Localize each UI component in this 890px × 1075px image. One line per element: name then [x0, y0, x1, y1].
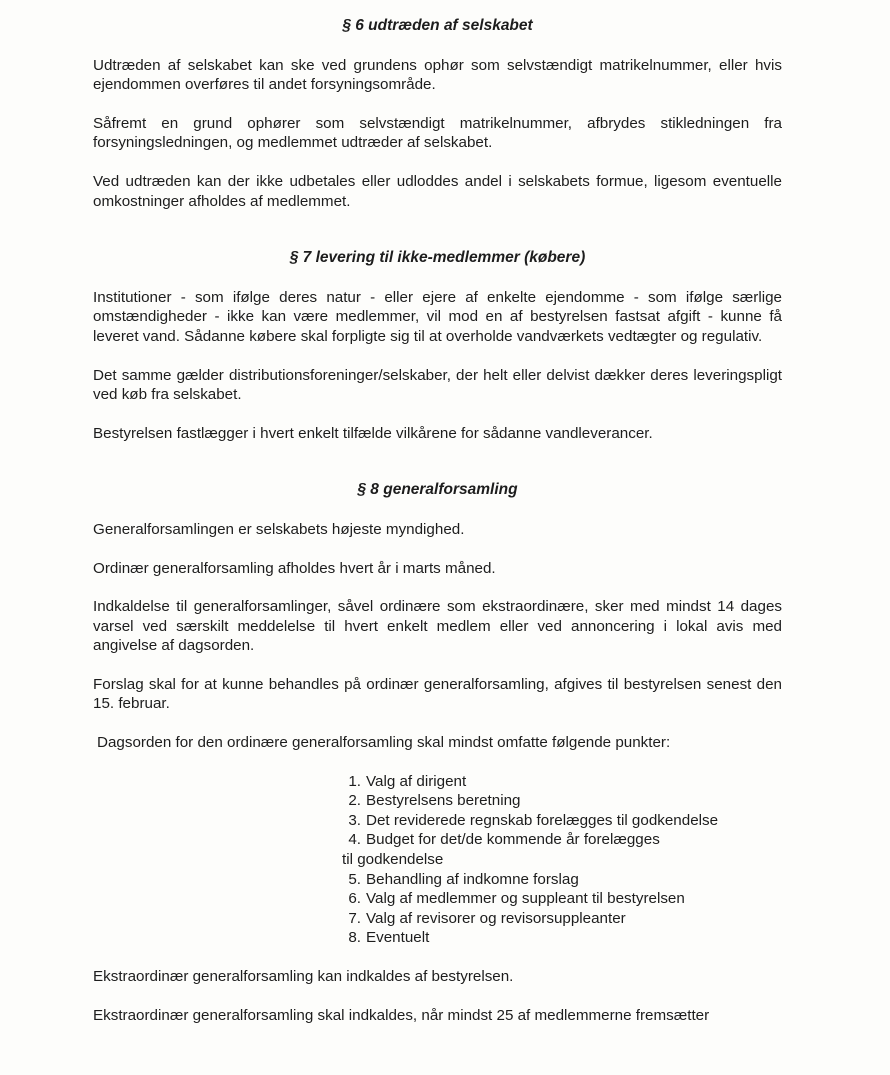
section-6-paragraph-2: Såfremt en grund ophører som selvstændigt matrikelnummer, afbrydes stikledningen fra forsyningsledningen, og medlemmet udtræder af selskabet. — [93, 114, 782, 152]
section-8-paragraph-5: Ekstraordinær generalforsamling kan indkaldes af bestyrelsen. — [93, 968, 514, 985]
agenda-item — [341, 791, 782, 811]
document-page — [0, 16, 890, 1075]
agenda-item-text: Budget for det/de kommende år forelægges — [366, 831, 660, 849]
agenda-item — [341, 889, 782, 909]
agenda-item-number: 8. — [348, 929, 361, 947]
agenda-item-text: til godkendelse — [342, 851, 444, 869]
agenda-item-text: Valg af revisorer og revisorsuppleanter — [366, 909, 626, 927]
section-7-paragraph-3: Bestyrelsen fastlægger i hvert enkelt tilfælde vilkårene for sådanne vandleverancer. — [93, 424, 653, 442]
agenda-item-number: 3. — [348, 811, 361, 829]
agenda-item — [341, 830, 782, 850]
agenda-item-number: 5. — [348, 870, 361, 888]
agenda-intro: Dagsorden for den ordinære generalforsamling skal mindst omfatte følgende punkter: — [97, 734, 671, 752]
agenda-item-number: 2. — [348, 792, 361, 810]
section-8-paragraph-2: Ordinær generalforsamling afholdes hvert år i marts måned. — [93, 559, 496, 577]
section-8-paragraph-3: Indkaldelse til generalforsamlinger, såvel ordinære som ekstraordinære, sker med mindst 14 dages varsel ved særskilt meddelelse til hvert enkelt medlem eller ved annoncering i lokal avis med angivelse af dagsorden. — [93, 598, 782, 655]
agenda-item — [341, 870, 782, 890]
agenda-item-number: 1. — [348, 772, 361, 790]
agenda-item-text: Det reviderede regnskab forelægges til godkendelse — [366, 811, 719, 829]
agenda-item-number: 4. — [348, 831, 361, 849]
section-7-heading: § 7 levering til ikke-medlemmer (købere) — [289, 249, 586, 267]
agenda-item-text: Bestyrelsens beretning — [366, 792, 521, 810]
section-8-heading: § 8 generalforsamling — [357, 481, 518, 499]
section-6-heading: § 6 udtræden af selskabet — [342, 17, 533, 34]
agenda-item — [341, 772, 782, 792]
agenda-item-text: Eventuelt — [366, 929, 430, 947]
agenda-item-text: Behandling af indkomne forslag — [366, 870, 579, 888]
section-8-paragraph-4: Forslag skal for at kunne behandles på ordinær generalforsamling, afgives til bestyrelsen senest den 15. februar. — [93, 675, 782, 713]
agenda-item-continuation — [341, 850, 782, 870]
agenda-item-number: 7. — [348, 909, 361, 927]
section-7-paragraph-2: Det samme gælder distributionsforeninger/selskaber, der helt eller delvist dækker deres leveringspligt ved køb fra selskabet. — [93, 366, 782, 404]
section-6-paragraph-1: Udtræden af selskabet kan ske ved grundens ophør som selvstændigt matrikelnummer, eller hvis ejendommen overføres til andet forsyningsområde. — [93, 56, 782, 94]
agenda-item-text: Valg af medlemmer og suppleant til bestyrelsen — [366, 890, 685, 908]
agenda-item-text: Valg af dirigent — [366, 772, 467, 790]
section-7-paragraph-1: Institutioner - som ifølge deres natur - eller ejere af enkelte ejendomme - som ifølge særlige omstændigheder - ikke kan være medlemmer, vil mod en af bestyrelsen fastsat afgift - kunne få leveret vand. Sådanne købere skal forpligte sig til at overholde vandværkets vedtægter og regulativ. — [93, 288, 782, 345]
agenda-item — [341, 811, 782, 831]
section-8-paragraph-1: Generalforsamlingen er selskabets højeste myndighed. — [93, 520, 465, 538]
section-8-paragraph-6: Ekstraordinær generalforsamling skal indkaldes, når mindst 25 af medlemmerne fremsætter — [93, 1006, 710, 1024]
agenda-item-number: 6. — [348, 890, 361, 908]
agenda-item — [341, 909, 782, 929]
section-6-paragraph-3: Ved udtræden kan der ikke udbetales eller udloddes andel i selskabets formue, ligesom eventuelle omkostninger afholdes af medlemmet. — [93, 172, 782, 210]
agenda-list — [341, 772, 782, 948]
agenda-item — [341, 928, 782, 948]
